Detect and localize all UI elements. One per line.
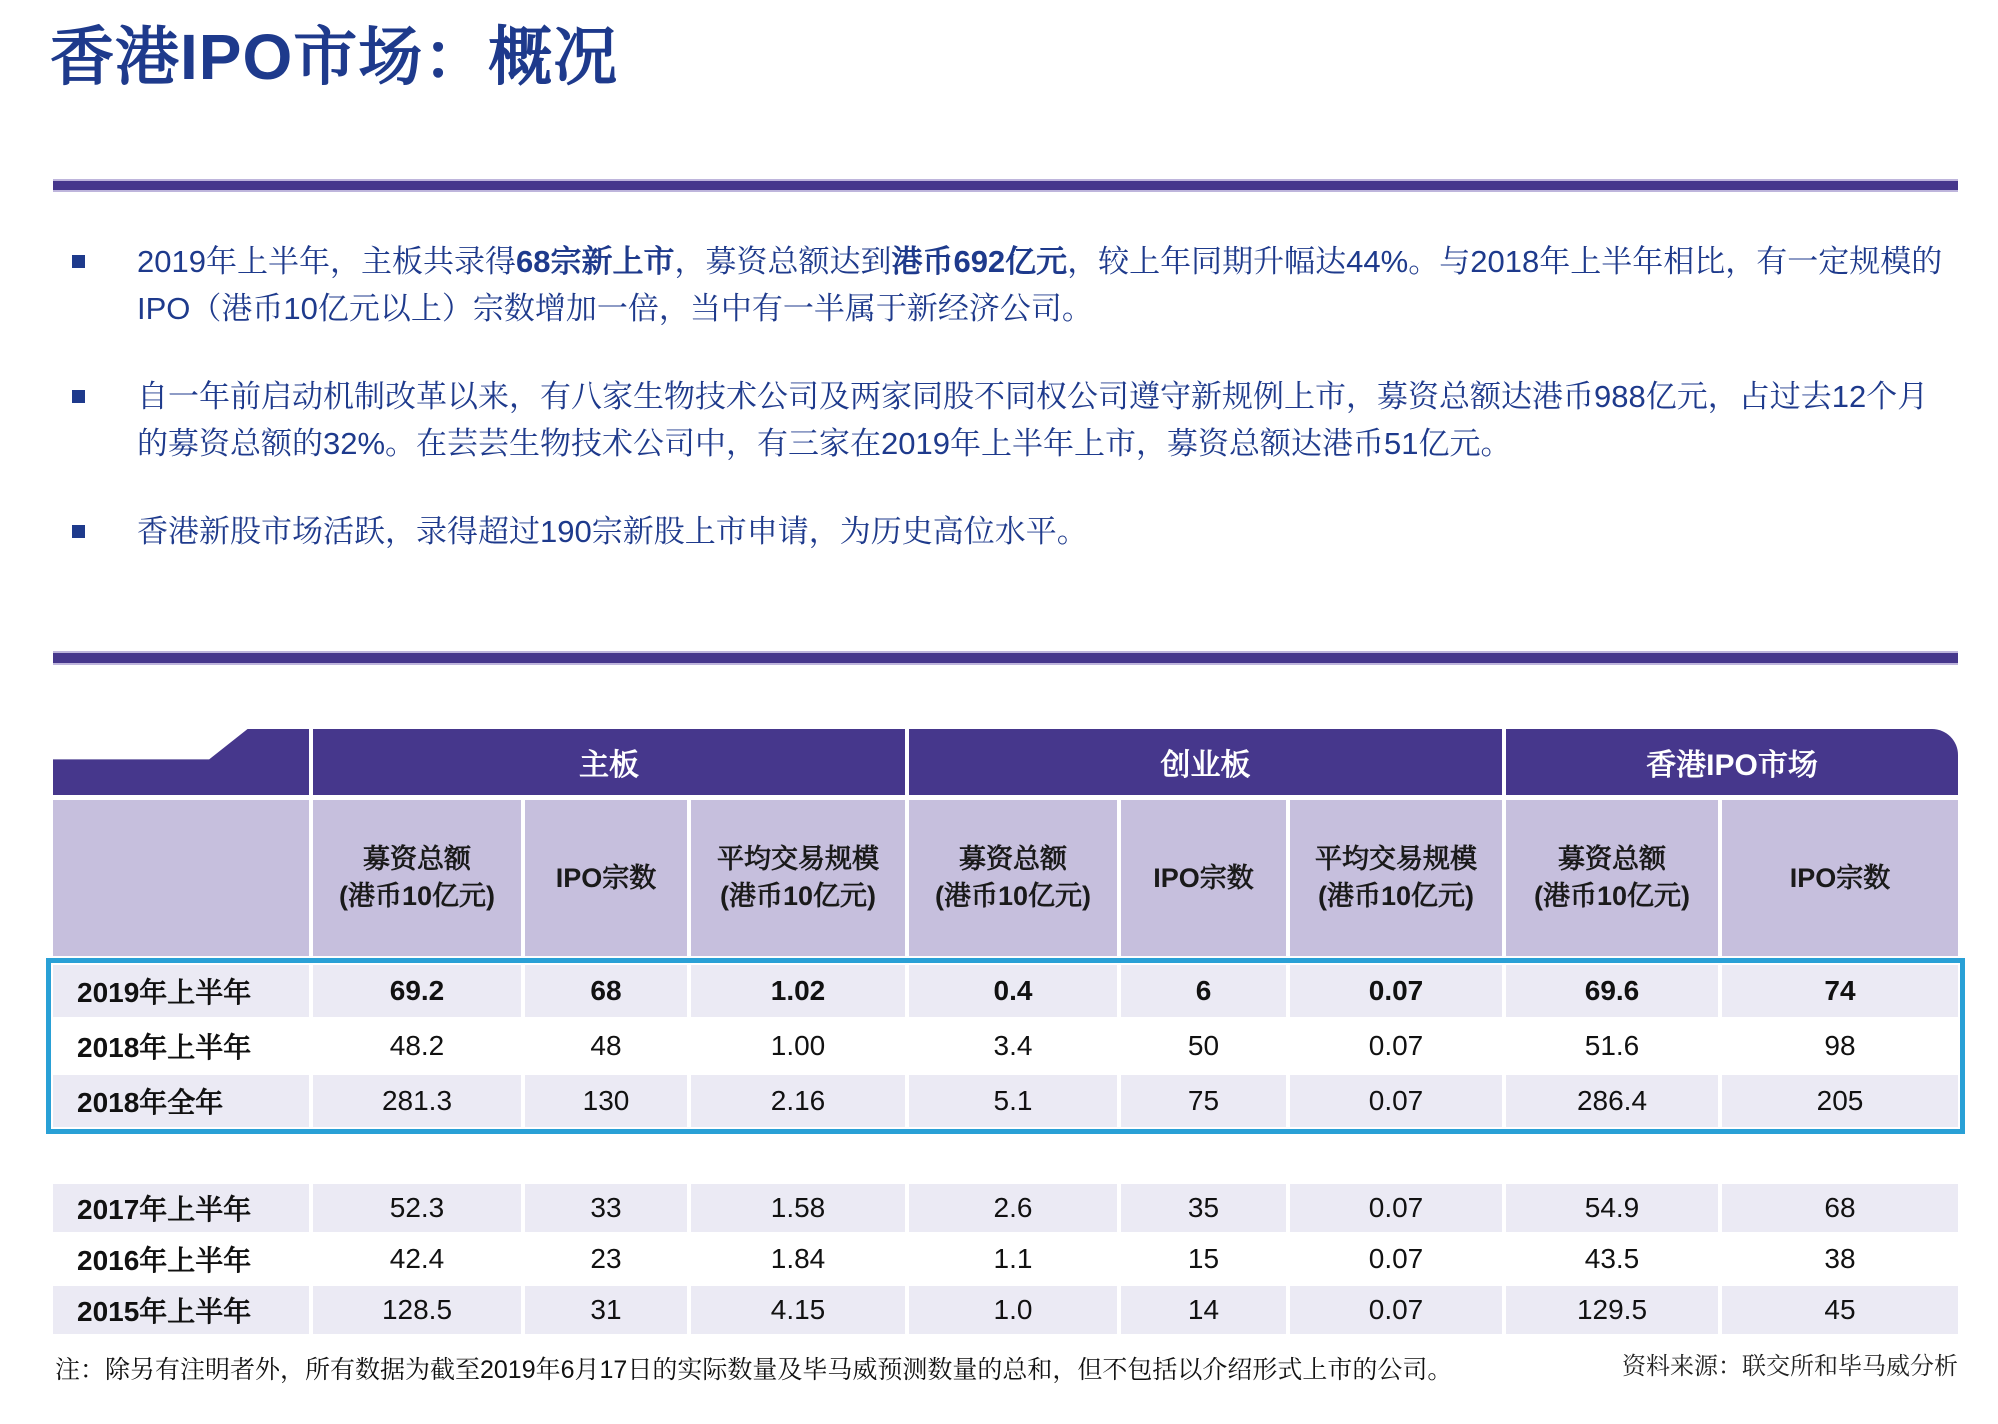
band-corner-cell [53, 729, 309, 795]
table-cell-1-5: 35 [1121, 1184, 1286, 1232]
table-cell-2-8: 38 [1722, 1235, 1958, 1283]
table-cell-2-3: 1.84 [691, 1235, 905, 1283]
table-cell-1-4: 2.6 [909, 1184, 1117, 1232]
column-header-5: IPO宗数 [1121, 800, 1286, 956]
highlight-box [46, 958, 1965, 1134]
table-cell-3-2: 130 [525, 1075, 687, 1127]
page-title: 香港IPO市场：概况 [50, 21, 619, 93]
table-cell-2-4: 1.1 [909, 1235, 1117, 1283]
column-header-3: 平均交易规模 (港币10亿元) [691, 800, 905, 956]
row-label-cell: 2016年上半年 [53, 1235, 309, 1283]
table-cell-3-7: 286.4 [1506, 1075, 1718, 1127]
table-cell-2-7: 43.5 [1506, 1235, 1718, 1283]
bullet-square-icon [72, 525, 85, 538]
column-header-7: 募资总额 (港币10亿元) [1506, 800, 1718, 956]
bullet-item-1 [53, 238, 1958, 332]
bullet-item-3 [53, 508, 1958, 555]
history-rows [53, 1184, 1958, 1334]
table-cell-3-8: 45 [1722, 1286, 1958, 1334]
table-cell-2-2: 23 [525, 1235, 687, 1283]
band-header-2: 创业板 [909, 729, 1502, 795]
highlighted-row-2 [53, 1020, 1958, 1072]
table-cell-1-1: 69.2 [313, 965, 521, 1017]
table-cell-3-1: 128.5 [313, 1286, 521, 1334]
table-cell-2-3: 1.00 [691, 1020, 905, 1072]
table-cell-3-5: 14 [1121, 1286, 1286, 1334]
table-cell-1-5: 6 [1121, 965, 1286, 1017]
table-cell-3-3: 2.16 [691, 1075, 905, 1127]
table-cell-1-1: 52.3 [313, 1184, 521, 1232]
row-label-cell: 2017年上半年 [53, 1184, 309, 1232]
table-cell-1-7: 69.6 [1506, 965, 1718, 1017]
table-cell-1-2: 33 [525, 1184, 687, 1232]
table-cell-3-4: 1.0 [909, 1286, 1117, 1334]
divider-above-table [53, 651, 1958, 665]
row-label-cell: 2018年上半年 [53, 1020, 309, 1072]
table-cell-2-1: 48.2 [313, 1020, 521, 1072]
source-note: 资料来源：联交所和毕马威分析 [1622, 1353, 1958, 1380]
table-cell-3-5: 75 [1121, 1075, 1286, 1127]
table-cell-3-4: 5.1 [909, 1075, 1117, 1127]
table-cell-2-2: 48 [525, 1020, 687, 1072]
table-cell-1-8: 74 [1722, 965, 1958, 1017]
table-cell-1-4: 0.4 [909, 965, 1117, 1017]
table-cell-2-1: 42.4 [313, 1235, 521, 1283]
ipo-summary-table [53, 729, 1958, 1334]
row-label-cell: 2015年上半年 [53, 1286, 309, 1334]
column-header-empty [53, 800, 309, 956]
history-row-2 [53, 1235, 1958, 1283]
table-cell-1-2: 68 [525, 965, 687, 1017]
column-header-4: 募资总额 (港币10亿元) [909, 800, 1117, 956]
table-cell-2-8: 98 [1722, 1020, 1958, 1072]
table-cell-2-4: 3.4 [909, 1020, 1117, 1072]
table-cell-1-6: 0.07 [1290, 965, 1502, 1017]
highlighted-row-1 [53, 965, 1958, 1017]
table-cell-2-5: 15 [1121, 1235, 1286, 1283]
bullet-text-1: 2019年上半年，主板共录得68宗新上市，募资总额达到港币692亿元，较上年同期升幅达44%。与2018年上半年相比，有一定规模的IPO（港币10亿元以上）宗数增加一倍，当中有一半属于新经济公司。 [137, 244, 1943, 326]
column-header-row [53, 800, 1958, 956]
bullet-square-icon [72, 255, 85, 268]
bullet-list [53, 238, 1958, 596]
history-row-1 [53, 1184, 1958, 1232]
highlighted-row-3 [53, 1075, 1958, 1127]
column-header-8: IPO宗数 [1722, 800, 1958, 956]
table-cell-3-7: 129.5 [1506, 1286, 1718, 1334]
table-cell-1-3: 1.02 [691, 965, 905, 1017]
band-header-3: 香港IPO市场 [1506, 729, 1958, 795]
bullet-text-2: 自一年前启动机制改革以来，有八家生物技术公司及两家同股不同权公司遵守新规例上市，募资总额达港币988亿元，占过去12个月的募资总额的32%。在芸芸生物技术公司中，有三家在2019年上半年上市，募资总额达港币51亿元。 [137, 379, 1929, 461]
row-label-cell: 2018年全年 [53, 1075, 309, 1127]
table-cell-1-8: 68 [1722, 1184, 1958, 1232]
table-cell-1-6: 0.07 [1290, 1184, 1502, 1232]
table-cell-2-7: 51.6 [1506, 1020, 1718, 1072]
history-row-3 [53, 1286, 1958, 1334]
divider-top [53, 179, 1958, 192]
table-cell-3-6: 0.07 [1290, 1075, 1502, 1127]
table-cell-2-5: 50 [1121, 1020, 1286, 1072]
column-header-1: 募资总额 (港币10亿元) [313, 800, 521, 956]
bullet-item-2 [53, 373, 1958, 467]
table-cell-3-8: 205 [1722, 1075, 1958, 1127]
table-cell-1-7: 54.9 [1506, 1184, 1718, 1232]
footnote: 注：除另有注明者外，所有数据为截至2019年6月17日的实际数量及毕马威预测数量的总和，但不包括以介绍形式上市的公司。 [55, 1356, 1453, 1384]
table-cell-2-6: 0.07 [1290, 1235, 1502, 1283]
table-cell-3-3: 4.15 [691, 1286, 905, 1334]
row-label-cell: 2019年上半年 [53, 965, 309, 1017]
band-header-1: 主板 [313, 729, 905, 795]
table-cell-2-6: 0.07 [1290, 1020, 1502, 1072]
bullet-square-icon [72, 390, 85, 403]
column-header-2: IPO宗数 [525, 800, 687, 956]
table-cell-3-2: 31 [525, 1286, 687, 1334]
table-cell-3-1: 281.3 [313, 1075, 521, 1127]
table-cell-3-6: 0.07 [1290, 1286, 1502, 1334]
bullet-text-3: 香港新股市场活跃，录得超过190宗新股上市申请，为历史高位水平。 [137, 514, 1088, 549]
table-cell-1-3: 1.58 [691, 1184, 905, 1232]
column-header-6: 平均交易规模 (港币10亿元) [1290, 800, 1502, 956]
band-header-row [53, 729, 1958, 795]
